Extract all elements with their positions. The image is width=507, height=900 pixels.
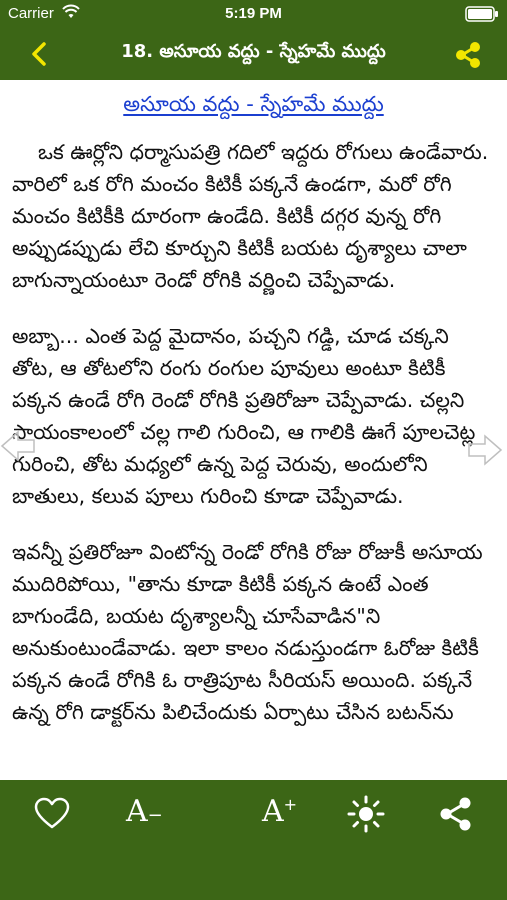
share-icon[interactable] bbox=[453, 40, 483, 70]
navigation-bar bbox=[0, 28, 507, 80]
font-increase-label: A bbox=[262, 794, 284, 829]
page-title: 18. అసూయ వద్దు - స్నేహమే ముద్దు bbox=[121, 41, 386, 62]
plus-icon: + bbox=[283, 795, 298, 814]
increase-font-button[interactable] bbox=[262, 794, 297, 829]
status-bar bbox=[0, 0, 507, 28]
brightness-icon[interactable] bbox=[346, 794, 386, 834]
heart-icon[interactable] bbox=[32, 794, 72, 834]
story-content[interactable] bbox=[0, 80, 507, 780]
story-paragraph: అబ్బా... ఎంత పెద్ద మైదానం, పచ్చని గడ్డి, చూడ చక్కని తోట, ఆ తోటలోని రంగు రంగుల పూవులు అంటూ కిటికీ పక్కన ఉండే రోగి రెండో రోగికి ప్రతిరోజూ చెప్పేవాడు. చల్లని సాయంకాలంలో చల్ల గాలి గురించి, ఆ గాలికి ఊగే పూలచెట్ల గురించి, తోట మధ్యలో ఉన్న పెద్ద చెరువు, అందులోని బాతులు, కలువ పూలు గురించి కూడా చెప్పేవాడు. bbox=[12, 324, 476, 508]
share-icon[interactable] bbox=[436, 794, 476, 834]
font-decrease-label: A bbox=[126, 794, 148, 829]
next-story-arrow-icon[interactable] bbox=[467, 430, 503, 470]
battery-icon bbox=[465, 6, 499, 22]
minus-icon: − bbox=[147, 805, 163, 826]
bottom-toolbar bbox=[0, 780, 507, 900]
back-chevron-icon[interactable] bbox=[26, 40, 54, 68]
clock: 5:19 PM bbox=[225, 5, 282, 22]
story-paragraph: ఇవన్నీ ప్రతిరోజూ వింటోన్న రెండో రోగికి రోజు రోజుకీ అసూయ ముదిరిపోయి, "తాను కూడా కిటికీ పక్కన ఉంటే ఎంత బాగుండేది, బయట దృశ్యాలన్నీ చూసేవాడిన"ని అనుకుంటుండేవాడు. ఇలా కాలం నడుస్తుండగా ఓరోజు కిటికీ పక్కన ఉండే రోగికి ఓ రాత్రిపూట సీరియస్ అయింది. పక్కనే ఉన్న రోగి డాక్టర్‌ను పిలిచేందుకు ఏర్పాటు చేసిన బటన్‌ను bbox=[12, 540, 483, 724]
story-paragraph: ఒక ఊర్లోని ధర్మాసుపత్రి గదిలో ఇద్దరు రోగులు ఉండేవారు. వారిలో ఒక రోగి మంచం కిటికీ పక్కనే ఉండగా, మరో రోగి మంచం కిటికీకి దూరంగా ఉండేది. కిటికీ దగ్గర వున్న రోగి అప్పుడప్పుడు లేచి కూర్చుని కిటికీ బయట దృశ్యాలు చాలా బాగున్నాయంటూ రెండో రోగికి వర్ణించి చెప్పేవాడు. bbox=[12, 140, 489, 292]
story-heading: అసూయ వద్దు - స్నేహమే ముద్దు bbox=[123, 92, 384, 116]
story-body bbox=[0, 136, 507, 728]
decrease-font-button[interactable] bbox=[126, 794, 163, 829]
previous-story-arrow-icon[interactable] bbox=[0, 426, 36, 466]
carrier-label: Carrier bbox=[8, 5, 54, 22]
